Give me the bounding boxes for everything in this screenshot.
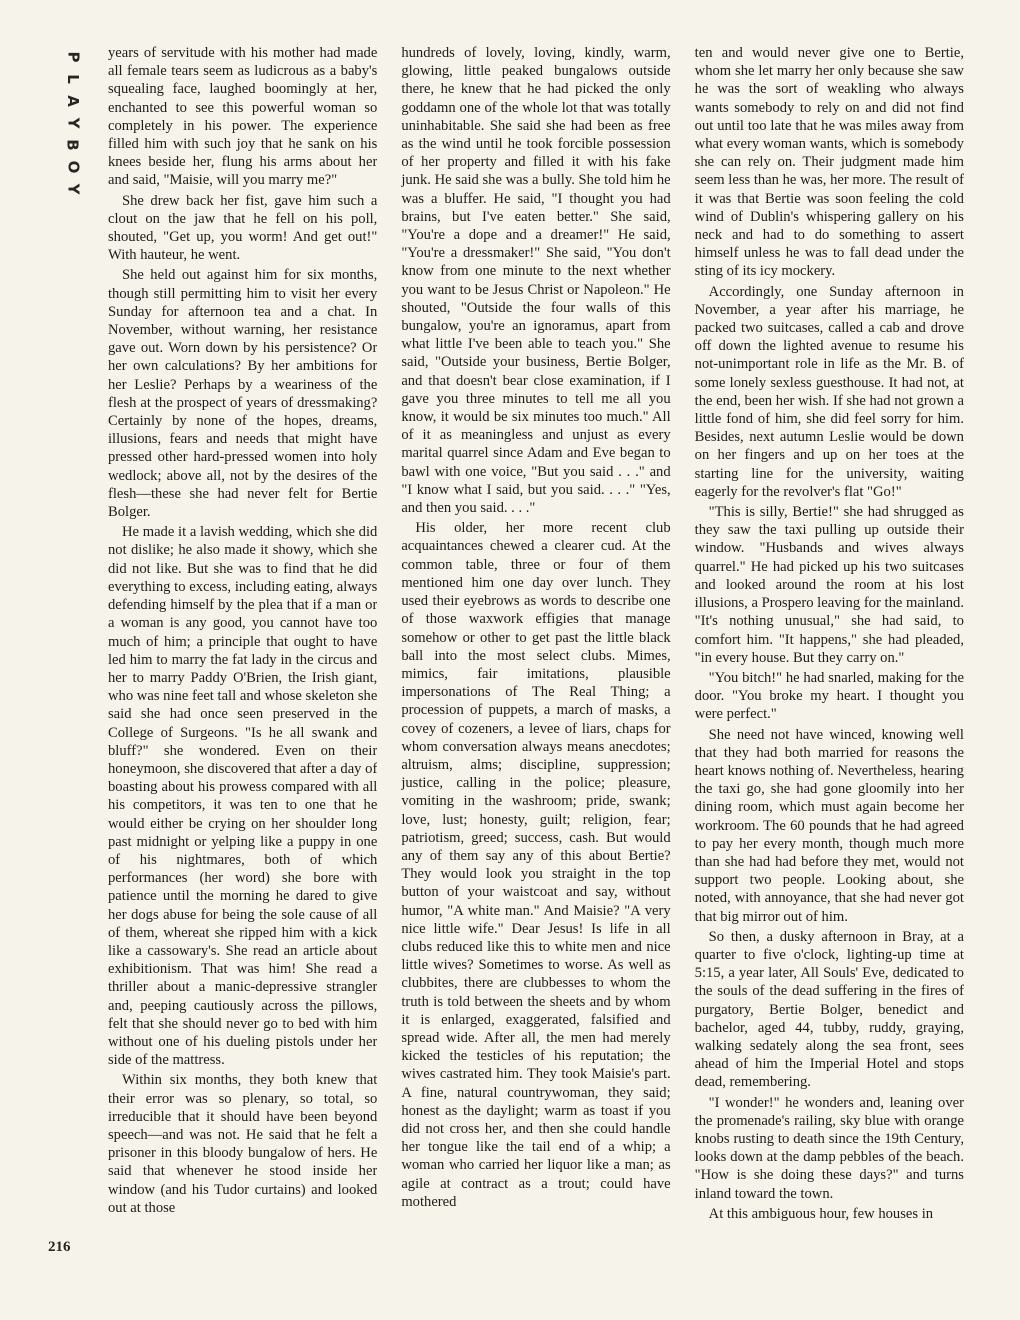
paragraph: ten and would never give one to Bertie, whom she let marry her only because she saw he was the sort of weakling who always wants somebody to rely on and did not find out until too late that he was miles away from what every woman wants, which is somebody she can rely on. Their judgment made him seem less than he was, her more. The result of it was that Bertie was soon feeling the cold wind of Dublin's whispering gallery on his neck and had to do something to assert himself unless he was to fall dead under the sting of its icy mockery. xyxy=(694,45,964,280)
paragraph: So then, a dusky afternoon in Bray, at a quarter to five o'clock, lighting-up time at 5:15, a year later, All Souls' Eve, dedicated to the souls of the dead suffering in the fires of purgatory, Bertie Bolger, benedict and bachelor, aged 44, tubby, ruddy, graying, walking sedately along the sea front, sees ahead of him the Imperial Hotel and stops dead, remembering. xyxy=(694,928,964,1091)
masthead-letter: P xyxy=(64,51,82,63)
paragraph: years of servitude with his mother had made all female tears seem as ludicrous as a baby's squealing face, laughed boomingly at her, enchanted to see this powerful woman so completely in his power. The experience filled him with such joy that he sank on his knees beside her, flung his arms about her and said, "Maisie, will you marry me?" xyxy=(108,45,378,189)
paragraph: Within six months, they both knew that their error was so plenary, so total, so irreducible that it should have been beyond speech—and was not. He said that he felt a prisoner in this bloody bungalow of hers. He said that whenever he stood inside her window (and his Tudor curtains) and looked out at those xyxy=(108,1072,378,1216)
paragraph: hundreds of lovely, loving, kindly, warm, glowing, little peaked bungalows outside there, he knew that he had picked the only goddamn one of the whole lot that was totally uninhabitable. She said she had been as free as the wind until he took forcible possession of her property and filled it with his fake junk. He said she was a bully. She told him he was a bluffer. He said, "I thought you had brains, but I've eaten better." She said, "You're a dope and a dreamer!" He said, "You're a dressmaker!" She said, "You don't know from one minute to the next whether you want to be Jesus Christ or Napoleon." He shouted, "Outside the four walls of this bungalow, you're an ignoramus, apart from what little I've been able to teach you." She said, "Outside your business, Bertie Bolger, and that doesn't bear close examination, if I gave you three minutes to tell me all you know, it would be six minutes too much." All of it as meaningless and unjust as every marital quarrel since Adam and Eve began to bawl with one voice, "But you said . . ." and "I know what I said, but you said. . . ." "Yes, and then you said. . . ." xyxy=(401,45,671,517)
paragraph: His older, her more recent club acquaintances chewed a clearer cud. At the common table, three or four of them mentioned him one day over lunch. They used their eyebrows as words to describe one of those waxwork effigies that manage somehow or other to get past the little black ball into the most select clubs. Mimes, mimics, fair imitations, plausible impersonations of The Real Thing; a procession of puppets, a march of masks, a covey of cozeners, a levee of liars, chaps for whom conversation always means anecdotes; altruism, alms; discipline, suppression; justice, calling in the police; pleasure, vomiting in the washroom; pride, swank; love, lust; honesty, guilt; religion, fear; patriotism, greed; success, cash. But would any of them say any of this about Bertie? They would look you straight in the top button of your waistcoat and say, without humor, "A white man." And Maisie? "A very nice little wife." Dear Jesus! Is life in all clubs reduced like this to white men and nice little wives? Sometimes to worse. As well as clubbites, there are clubbesses to whom the truth is told between the sheets and by whom it is enlarged, exaggerated, falsified and spread wide. After all, the men had merely kicked the testicles of his reputation; the wives castrated him. They took Maisie's part. A fine, natural countrywoman, they said; honest as the daylight; warm as toast if you did not cross her, and then she could handle her tongue like the tail end of a whip; a woman who carried her liquor like a man; as agile at contract as a trout; could have mothered xyxy=(401,520,671,1210)
text-column-1 xyxy=(108,44,377,1274)
masthead-letter: O xyxy=(63,160,82,174)
paragraph: At this ambiguous hour, few houses in xyxy=(708,1205,934,1222)
masthead-letter: Y xyxy=(64,117,82,129)
paragraph: She need not have winced, knowing well that they had both married for reasons the heart knows nothing of. Nevertheless, hearing the taxi go, she had gone gloomily into her dining room, which must again become her workroom. The 60 pounds that he had agreed to pay her every month, though much more than she had had before they met, would not support two people. Looking about, she noted, with annoyance, that she had never got that big mirror out of him. xyxy=(694,726,964,925)
masthead-letter: Y xyxy=(64,183,82,195)
magazine-masthead xyxy=(60,46,86,200)
page-number: 216 xyxy=(48,1239,71,1255)
masthead-letter: L xyxy=(64,74,82,84)
text-column-2 xyxy=(401,44,670,1274)
paragraph: She held out against him for six months, though still permitting him to visit her every Sunday for afternoon tea and a chat. In November, without warning, her resistance gave out. Worn down by his persistence? Or her own calculations? By her ambitions for her Leslie? Perhaps by a weariness of the flesh at the prospect of years of dressmaking? Certainly by none of the hopes, dreams, illusions, fears and needs that might have pressed other hard-pressed women into holy wedlock; above all, not by the desires of the flesh—these she had never felt for Bertie Bolger. xyxy=(108,267,378,521)
article-body xyxy=(108,44,964,1274)
masthead-letter: A xyxy=(63,95,82,107)
text-column-3 xyxy=(695,44,964,1274)
paragraph: He made it a lavish wedding, which she did not dislike; he also made it showy, which she did not like. But she was to find that he did everything to excess, including eating, always defending himself by the plea that if a man or a woman is any good, you cannot have too much of him; a principle that ought to have led him to marry the fat lady in the circus and her to marry Paddy O'Brien, the Irish giant, who was nine feet tall and whose skeleton she said she had once seen preserved in the College of Surgeons. "Is he all swank and bluff?" she wondered. Even on their honeymoon, she discovered that after a day of boasting about his prowess compared with all his competitors, it was ten to one that he would either be crying on her shoulder long past midnight or yelping like a puppy in one of his nightmares, both of which performances (her word) she bore with patience until the morning he dared to give her dogs abuse for being the sole cause of all of them, whereat she ripped him with a kick like a cassowary's. She read an article about exhibitionism. That was him! She read a thriller about a manic-depressive strangler and, peeping cautiously across the pillows, felt that she should never go to bed with him without one of his dueling pistols under her side of the mattress. xyxy=(108,524,378,1069)
paragraph: "I wonder!" he wonders and, leaning over the promenade's railing, sky blue with orange knobs rusting to death since the 19th Century, looks down at the damp pebbles of the beach. "How is she doing these days?" and turns inland toward the town. xyxy=(694,1094,964,1202)
masthead-letter: B xyxy=(64,139,82,151)
paragraph: She drew back her fist, gave him such a clout on the jaw that he fell on his poll, shouted, "Get up, you worm! And get out!" With hauteur, he went. xyxy=(108,192,378,264)
paragraph: "You bitch!" he had snarled, making for the door. "You broke my heart. I thought you were perfect." xyxy=(694,669,964,723)
paragraph: "This is silly, Bertie!" she had shrugged as they saw the taxi pulling up outside their window. "Husbands and wives always quarrel." He had picked up his two suitcases and looked around the room at his lost illusions, a Prospero leaving for the mainland. "It's nothing unusual," she had said, to comfort him. "It happens," she had pleaded, "in every house. But they carry on." xyxy=(694,504,964,666)
paragraph: Accordingly, one Sunday afternoon in November, a year after his marriage, he packed two suitcases, called a cab and drove off down the lighted avenue to resume his not-unimportant role in life as the Mr. B. of some lonely sexless guesthouse. It had not, at the end, been her wish. If she had not grown a little fond of him, she did feel sorry for him. Besides, next autumn Leslie would be down on her fingers and up on her toes at the starting line for the university, waiting eagerly for the revolver's flat "Go!" xyxy=(694,283,964,500)
